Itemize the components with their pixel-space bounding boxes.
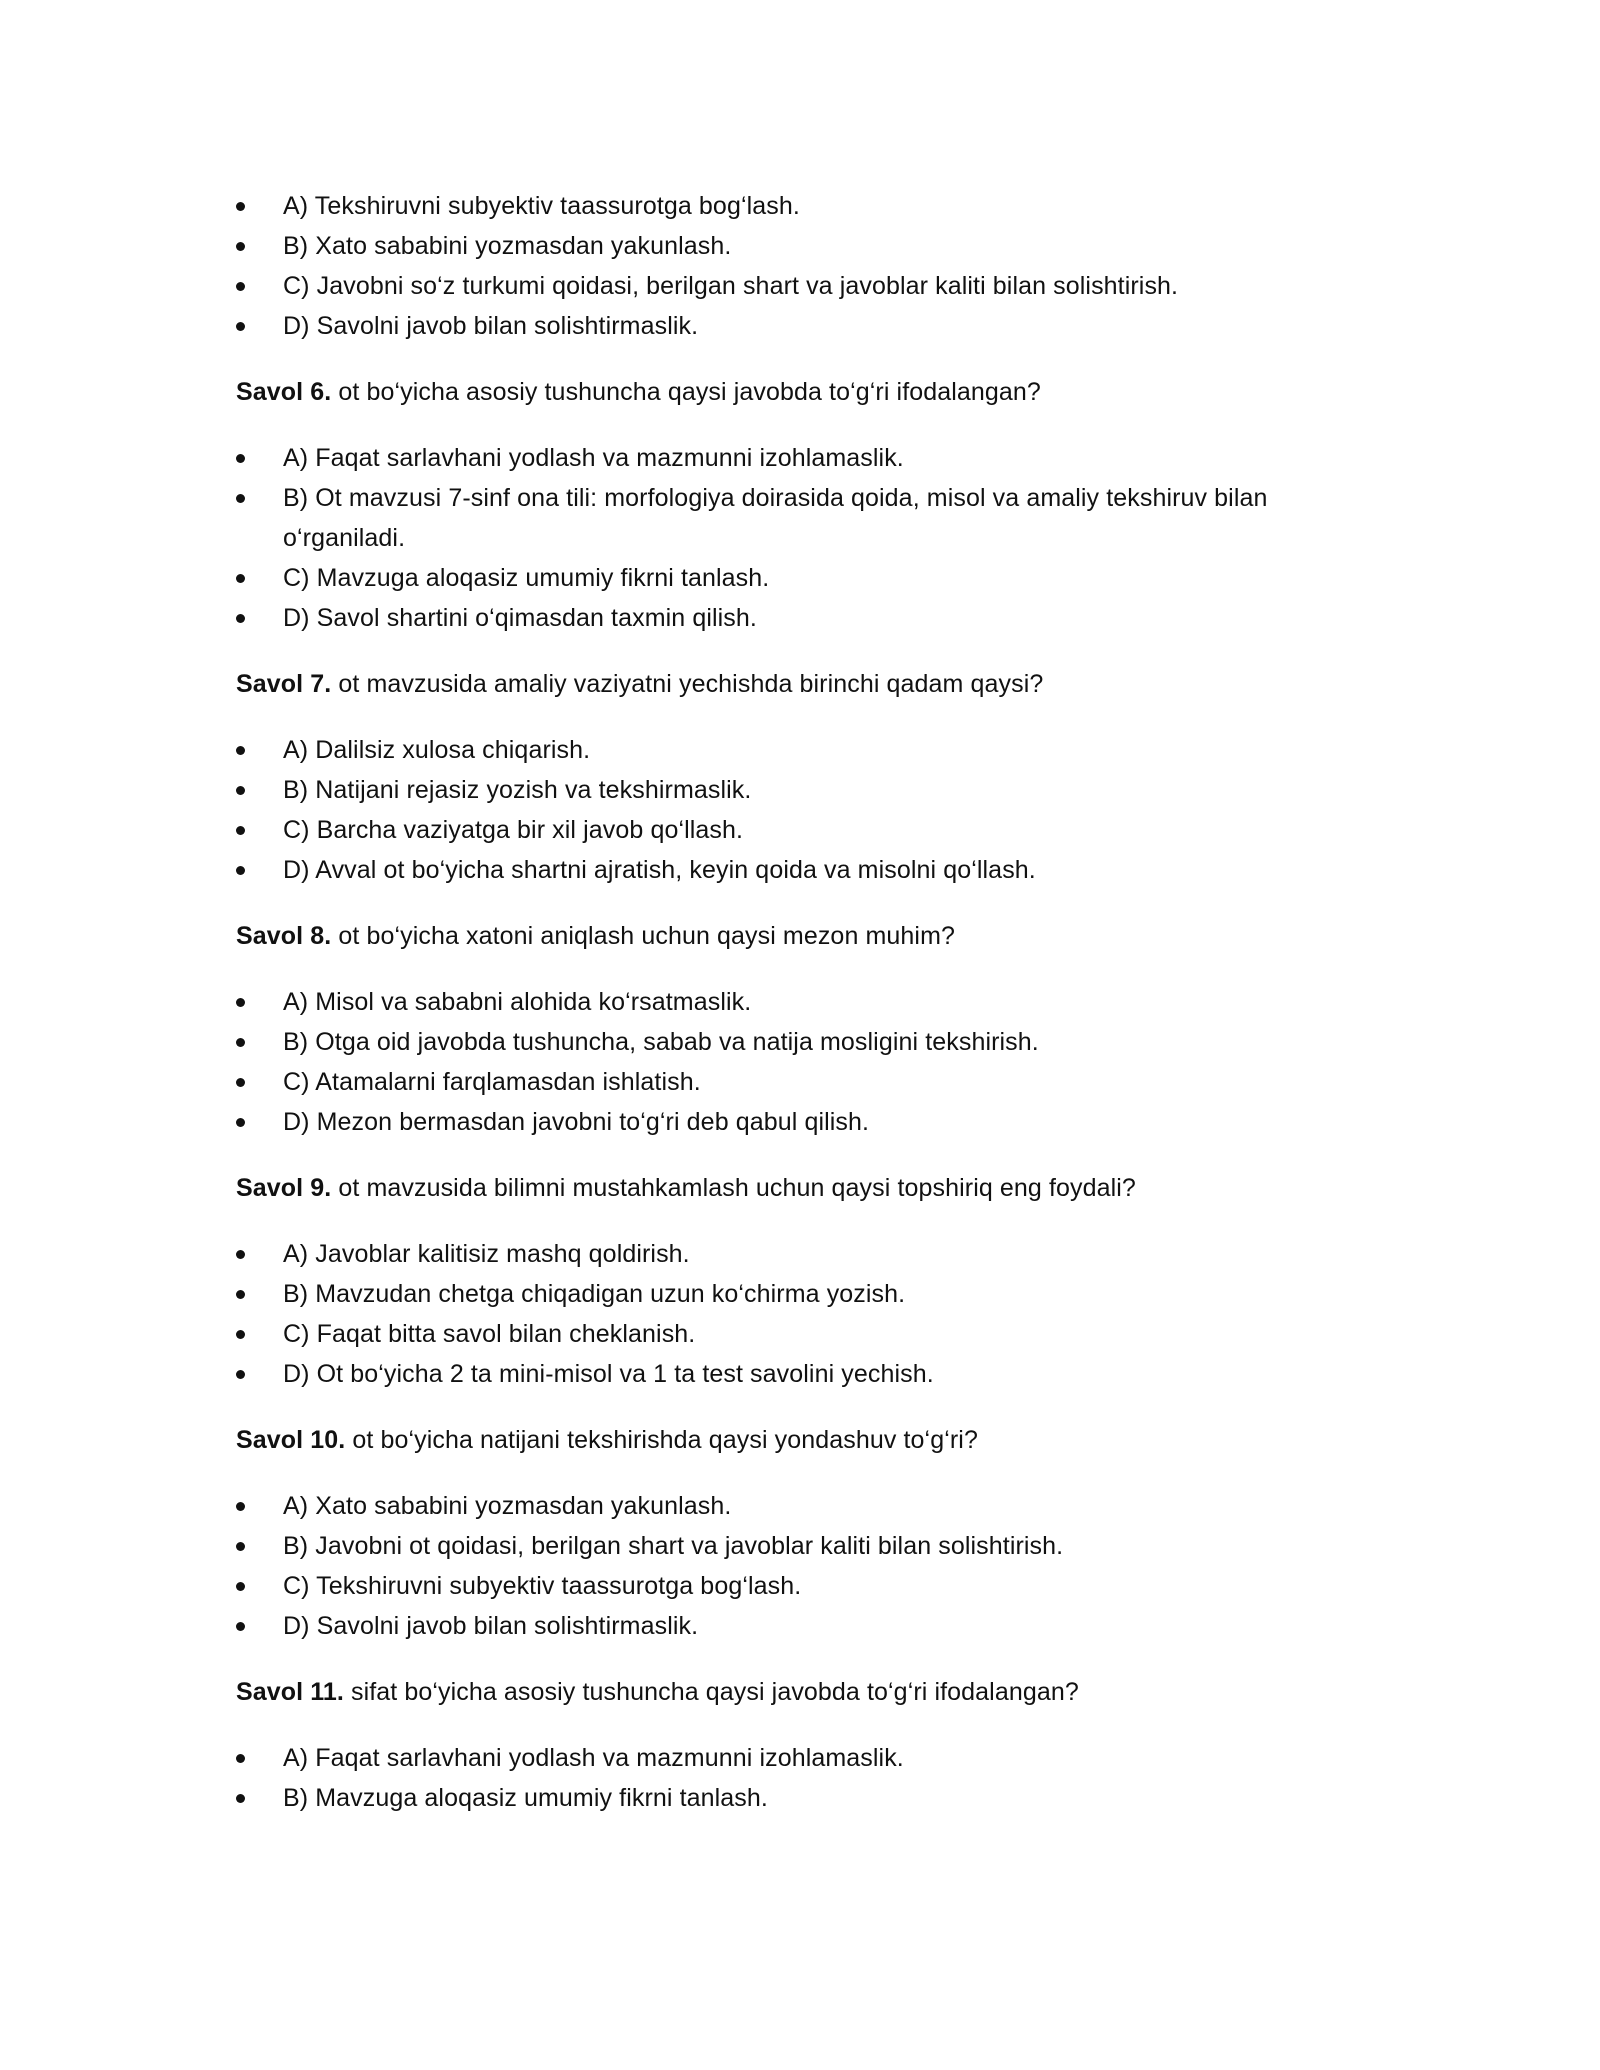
option-item: D) Mezon bermasdan javobni to‘g‘ri deb qabul qilish. [236,1102,1350,1142]
option-item: A) Dalilsiz xulosa chiqarish. [236,730,1350,770]
option-item: A) Javoblar kalitisiz mashq qoldirish. [236,1234,1350,1274]
option-item: D) Savol shartini o‘qimasdan taxmin qilish. [236,598,1350,638]
option-item: C) Barcha vaziyatga bir xil javob qo‘llash. [236,810,1350,850]
option-item: D) Savolni javob bilan solishtirmaslik. [236,1606,1350,1646]
question-10 [236,1420,1350,1460]
option-item: C) Atamalarni farqlamasdan ishlatish. [236,1062,1350,1102]
option-item: A) Faqat sarlavhani yodlash va mazmunni izohlamaslik. [236,1738,1350,1778]
option-item: C) Faqat bitta savol bilan cheklanish. [236,1314,1350,1354]
option-item: B) Ot mavzusi 7-sinf ona tili: morfologiya doirasida qoida, misol va amaliy tekshiruv bilan o‘rganiladi. [236,478,1350,558]
document-content [236,186,1350,1818]
option-item: A) Tekshiruvni subyektiv taassurotga bog‘lash. [236,186,1350,226]
option-item: C) Mavzuga aloqasiz umumiy fikrni tanlash. [236,558,1350,598]
option-item: A) Faqat sarlavhani yodlash va mazmunni izohlamaslik. [236,438,1350,478]
option-item: A) Misol va sababni alohida ko‘rsatmaslik. [236,982,1350,1022]
question-9 [236,1168,1350,1208]
question-text: ot bo‘yicha xatoni aniqlash uchun qaysi mezon muhim? [331,922,956,950]
question-11-options [236,1738,1350,1818]
option-item: B) Javobni ot qoidasi, berilgan shart va javoblar kaliti bilan solishtirish. [236,1526,1350,1566]
question-8 [236,916,1350,956]
option-item: D) Avval ot bo‘yicha shartni ajratish, keyin qoida va misolni qo‘llash. [236,850,1350,890]
question-7 [236,664,1350,704]
question-number: Savol 9. [236,1174,332,1202]
option-item: C) Tekshiruvni subyektiv taassurotga bog‘lash. [236,1566,1350,1606]
question-text: ot bo‘yicha asosiy tushuncha qaysi javobda to‘g‘ri ifodalangan? [331,378,1041,406]
question-9-options [236,1234,1350,1394]
question-text: ot mavzusida amaliy vaziyatni yechishda birinchi qadam qaysi? [331,670,1044,698]
option-item: A) Xato sababini yozmasdan yakunlash. [236,1486,1350,1526]
question-10-options [236,1486,1350,1646]
question-11 [236,1672,1350,1712]
option-item: D) Savolni javob bilan solishtirmaslik. [236,306,1350,346]
question-text: ot bo‘yicha natijani tekshirishda qaysi yondashuv to‘g‘ri? [345,1426,978,1454]
question-number: Savol 8. [236,922,332,950]
question-6 [236,372,1350,412]
question-text: sifat bo‘yicha asosiy tushuncha qaysi javobda to‘g‘ri ifodalangan? [343,1678,1079,1706]
question-number: Savol 7. [236,670,332,698]
question-number: Savol 11. [236,1678,344,1706]
prev-question-options [236,186,1350,346]
question-8-options [236,982,1350,1142]
question-number: Savol 6. [236,378,332,406]
option-item: B) Natijani rejasiz yozish va tekshirmaslik. [236,770,1350,810]
option-item: B) Xato sababini yozmasdan yakunlash. [236,226,1350,266]
question-6-options [236,438,1350,638]
question-text: ot mavzusida bilimni mustahkamlash uchun qaysi topshiriq eng foydali? [331,1174,1136,1202]
option-item: B) Mavzudan chetga chiqadigan uzun ko‘chirma yozish. [236,1274,1350,1314]
question-number: Savol 10. [236,1426,346,1454]
option-item: B) Otga oid javobda tushuncha, sabab va natija mosligini tekshirish. [236,1022,1350,1062]
option-item: D) Ot bo‘yicha 2 ta mini-misol va 1 ta test savolini yechish. [236,1354,1350,1394]
option-item: B) Mavzuga aloqasiz umumiy fikrni tanlash. [236,1778,1350,1818]
option-item: C) Javobni so‘z turkumi qoidasi, berilgan shart va javoblar kaliti bilan solishtirish. [236,266,1350,306]
question-7-options [236,730,1350,890]
